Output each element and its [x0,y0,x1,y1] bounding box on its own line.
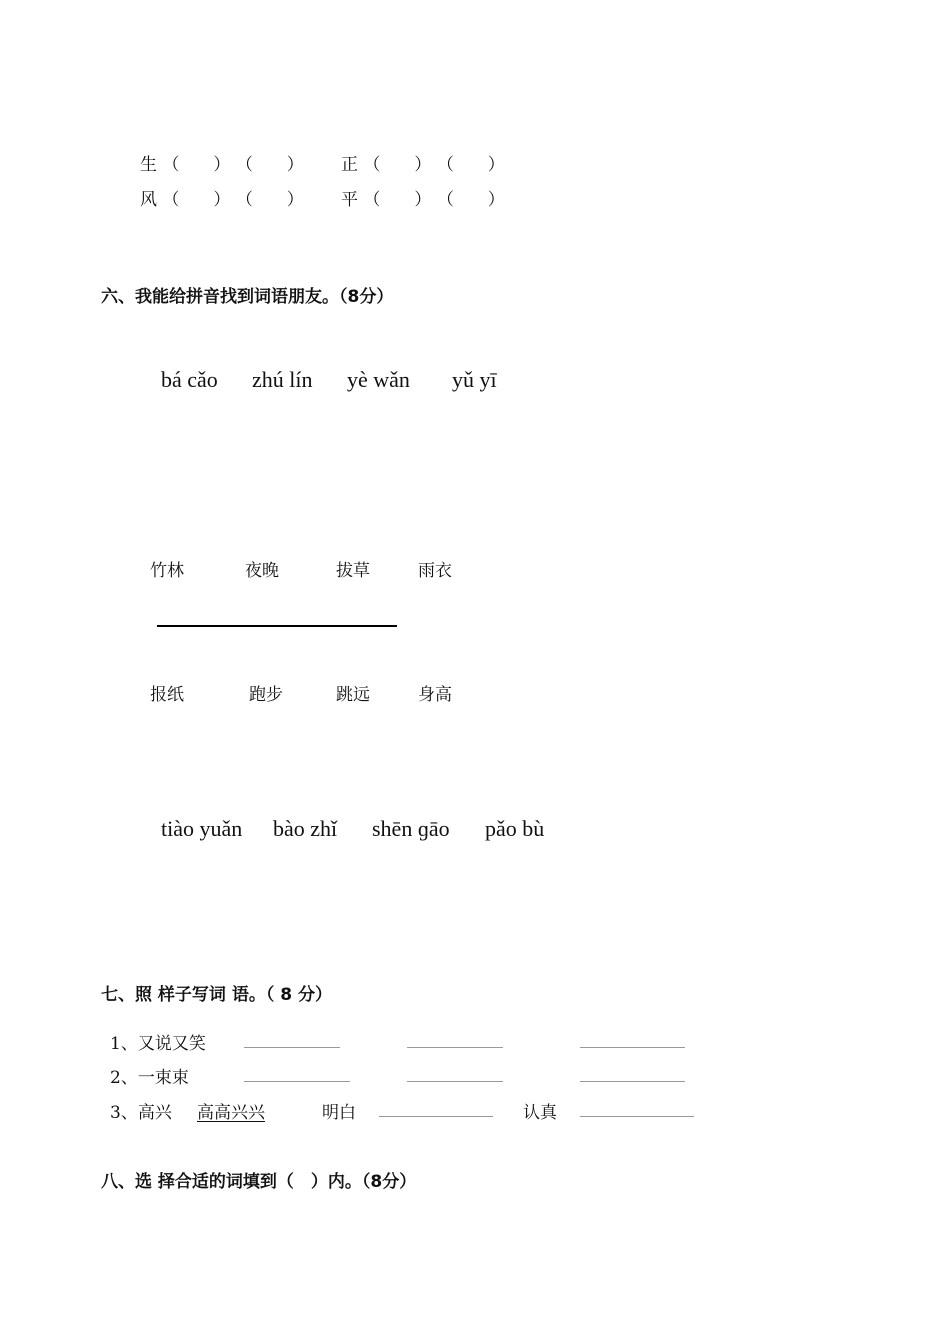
answer-blank[interactable] [407,1081,503,1082]
pinyin-top-1: bá cǎo [161,367,218,392]
paren-slot[interactable]: （ ） [436,190,505,210]
word-bottom-2[interactable]: 跑步 [249,685,283,705]
answer-blank[interactable] [244,1047,340,1048]
word-bottom-4[interactable]: 身高 [418,685,452,705]
item3-label: 3、高兴 [110,1103,172,1123]
answer-blank[interactable] [379,1116,493,1117]
word-bottom-1[interactable]: 报纸 [150,685,184,705]
answer-blank[interactable] [244,1081,350,1082]
row1-left-char: 生 [140,155,157,175]
pinyin-top-4: yǔ yī [452,367,497,392]
item2-label: 2、一束束 [110,1068,189,1088]
paren-slot[interactable]: （ ） [162,155,231,175]
answer-blank[interactable] [580,1116,694,1117]
word-top-3[interactable]: 拔草 [336,561,370,581]
pinyin-top-2: zhú lín [252,367,313,392]
pinyin-bottom-3: shēn ɡāo [372,816,450,841]
answer-blank[interactable] [407,1047,503,1048]
row1-left [140,150,304,175]
row2-left [140,185,304,210]
row1-right [341,150,505,175]
word-top-4[interactable]: 雨衣 [418,561,452,581]
word-bottom-3[interactable]: 跳远 [336,685,370,705]
paren-slot[interactable]: （ ） [436,155,505,175]
divider-line [157,625,397,627]
word-top-1[interactable]: 竹林 [150,561,184,581]
row1-right-char: 正 [341,155,358,175]
section6-heading: 六、我能给拼音找到词语朋友。（8分） [101,287,394,307]
item1-label: 1、又说又笑 [110,1034,206,1054]
item3-word2: 明白 [322,1103,356,1123]
pinyin-top-3: yè wǎn [347,367,410,392]
section7-heading: 七、照 样子写词 语。（ 8 分） [101,985,333,1005]
pinyin-bottom-2: bào zhǐ [273,816,338,841]
row2-left-char: 风 [140,190,157,210]
answer-blank[interactable] [580,1047,685,1048]
paren-slot[interactable]: （ ） [363,190,432,210]
row2-right-char: 平 [341,190,358,210]
item3-word3: 认真 [523,1103,557,1123]
word-top-2[interactable]: 夜晚 [245,561,279,581]
answer-blank[interactable] [580,1081,685,1082]
paren-slot[interactable]: （ ） [162,190,231,210]
paren-slot[interactable]: （ ） [235,190,304,210]
paren-slot[interactable]: （ ） [235,155,304,175]
section8-heading: 八、选 择合适的词填到（ ）内。（8分） [101,1172,417,1192]
row2-right [341,185,505,210]
pinyin-bottom-4: pǎo bù [485,816,545,841]
item3-example: 高高兴兴 [197,1103,265,1123]
pinyin-bottom-1: tiào yuǎn [161,816,243,841]
paren-slot[interactable]: （ ） [363,155,432,175]
